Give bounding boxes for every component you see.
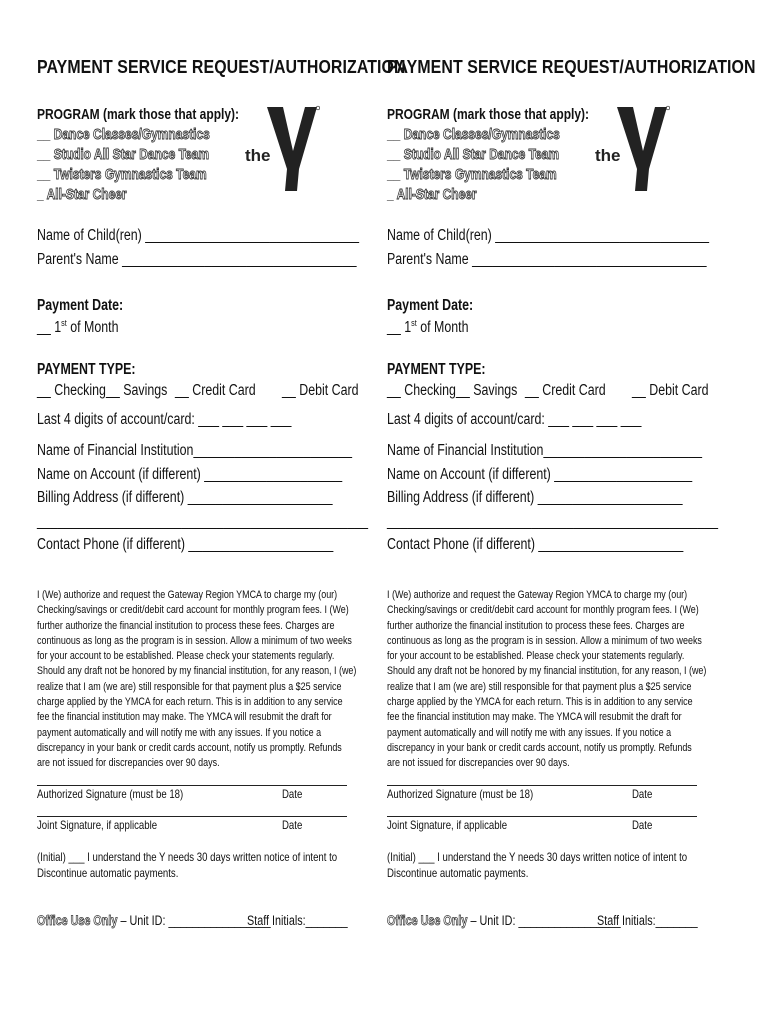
date-label: Date: [632, 787, 653, 801]
savings-option[interactable]: __ Savings: [456, 382, 518, 399]
authorization-paragraph: I (We) authorize and request the Gateway Region YMCA to charge my (our) Checking/savings or credit/debit card account for monthly program fees. I (We) further authorize the financial institution to process these fees. Charges are continuous as long as the program is in session. Allow a minimum of two weeks for your account to be established. Please check your statements regularly. Should any draft not be honored by my financial institution, for any reason, I (we) realize that I am (we are) still responsible for that payment plus a $25 service charge applied by the YMCA for each return. This is in addition to any service fee the financial institution may make. The YMCA will resubmit the draft for payment automatically and will notify me with any issues. If you notice a discrepancy in your bank or credit cards account, notify us promptly. Refunds are not issued for discrepancies over 90 days.: [387, 589, 707, 770]
form-title: PAYMENT SERVICE REQUEST/AUTHORIZATION: [387, 56, 756, 77]
payment-date-option[interactable]: __ 1st of Month: [37, 318, 119, 337]
authorized-signature-label: Authorized Signature (must be 18): [37, 787, 184, 801]
joint-signature-line[interactable]: [37, 816, 347, 817]
authorization-paragraph: I (We) authorize and request the Gateway Region YMCA to charge my (our) Checking/savings or credit/debit card account for monthly program fees. I (We) further authorize the financial institution to process these fees. Charges are continuous as long as the program is in session. Allow a minimum of two weeks for your account to be established. Please check your statements regularly. Should any draft not be honored by my financial institution, for any reason, I (we) realize that I am (we are) still responsible for that payment plus a $25 service charge applied by the YMCA for each return. This is in addition to any service fee the financial institution may make. The YMCA will resubmit the draft for payment automatically and will notify me with any issues. If you notice a discrepancy in your bank or credit cards account, notify us promptly. Refunds are not issued for discrepancies over 90 days.: [37, 589, 357, 770]
institution-field[interactable]: Name of Financial Institution_______________________: [387, 442, 703, 459]
logo-ymca-text: YMCA: [650, 165, 664, 188]
joint-signature-line[interactable]: [387, 816, 697, 817]
program-option-dance[interactable]: __ Dance Classes/Gymnastics: [37, 126, 210, 143]
program-option-studio[interactable]: __ Studio All Star Dance Team: [37, 146, 210, 163]
billing-address-field[interactable]: Billing Address (if different) _____________________: [37, 489, 333, 506]
program-option-twisters[interactable]: __ Twisters Gymnastics Team: [387, 166, 557, 183]
billing-address-field[interactable]: Billing Address (if different) _____________________: [387, 489, 683, 506]
ymca-logo: [245, 103, 320, 195]
payment-type-heading: PAYMENT TYPE:: [37, 361, 136, 378]
initial-notice-line2: Discontinue automatic payments.: [387, 866, 529, 880]
program-option-cheer[interactable]: _ All-Star Cheer: [37, 186, 127, 203]
joint-signature-label: Joint Signature, if applicable: [387, 818, 508, 832]
payment-type-heading: PAYMENT TYPE:: [387, 361, 486, 378]
billing-address-line2[interactable]: ________________________________________________: [387, 513, 719, 530]
child-name-field[interactable]: Name of Child(ren) _______________________________: [37, 227, 359, 244]
date-label: Date: [282, 818, 303, 832]
debit-card-option[interactable]: __ Debit Card: [632, 382, 709, 399]
office-use-section: Office Use Only – Unit ID: _________________: [387, 913, 621, 928]
date-label: Date: [632, 818, 653, 832]
logo-ymca-text: YMCA: [300, 165, 314, 188]
authorized-signature-line[interactable]: [37, 785, 347, 786]
parent-name-field[interactable]: Parent's Name __________________________________: [387, 251, 707, 268]
checking-option[interactable]: __ Checking: [37, 382, 106, 399]
institution-field[interactable]: Name of Financial Institution_______________________: [37, 442, 353, 459]
payment-form-left: [37, 0, 406, 1024]
initial-notice-line2: Discontinue automatic payments.: [37, 866, 179, 880]
account-name-field[interactable]: Name on Account (if different) ____________________: [37, 466, 343, 483]
checking-option[interactable]: __ Checking: [387, 382, 456, 399]
initial-notice[interactable]: (Initial) ___ I understand the Y needs 30 days written notice of intent to: [37, 850, 338, 864]
joint-signature-label: Joint Signature, if applicable: [37, 818, 158, 832]
staff-initials-field[interactable]: Staff Initials:_______: [597, 913, 698, 928]
ymca-logo: [595, 103, 670, 195]
credit-card-option[interactable]: __ Credit Card: [525, 382, 606, 399]
payment-date-option[interactable]: __ 1st of Month: [387, 318, 469, 337]
authorized-signature-line[interactable]: [387, 785, 697, 786]
billing-address-line2[interactable]: ________________________________________________: [37, 513, 369, 530]
program-option-studio[interactable]: __ Studio All Star Dance Team: [387, 146, 560, 163]
program-option-twisters[interactable]: __ Twisters Gymnastics Team: [37, 166, 207, 183]
payment-date-heading: Payment Date:: [387, 297, 474, 314]
credit-card-option[interactable]: __ Credit Card: [175, 382, 256, 399]
contact-phone-field[interactable]: Contact Phone (if different) _____________________: [387, 536, 684, 553]
program-heading: PROGRAM (mark those that apply):: [37, 106, 240, 123]
account-name-field[interactable]: Name on Account (if different) ____________________: [387, 466, 693, 483]
authorized-signature-label: Authorized Signature (must be 18): [387, 787, 534, 801]
last4-field[interactable]: Last 4 digits of account/card: ___ ___ ___ ___: [387, 411, 642, 428]
office-use-section: Office Use Only – Unit ID: _________________: [37, 913, 271, 928]
logo-the-text: the: [245, 146, 271, 165]
program-heading: PROGRAM (mark those that apply):: [387, 106, 590, 123]
last4-field[interactable]: Last 4 digits of account/card: ___ ___ ___ ___: [37, 411, 292, 428]
parent-name-field[interactable]: Parent's Name __________________________________: [37, 251, 357, 268]
child-name-field[interactable]: Name of Child(ren) _______________________________: [387, 227, 709, 244]
staff-initials-field[interactable]: Staff Initials:_______: [247, 913, 348, 928]
date-label: Date: [282, 787, 303, 801]
program-option-cheer[interactable]: _ All-Star Cheer: [387, 186, 477, 203]
program-option-dance[interactable]: __ Dance Classes/Gymnastics: [387, 126, 560, 143]
contact-phone-field[interactable]: Contact Phone (if different) _____________________: [37, 536, 334, 553]
logo-the-text: the: [595, 146, 621, 165]
payment-form-right: [387, 0, 756, 1024]
payment-date-heading: Payment Date:: [37, 297, 124, 314]
debit-card-option[interactable]: __ Debit Card: [282, 382, 359, 399]
form-title: PAYMENT SERVICE REQUEST/AUTHORIZATION: [37, 56, 406, 77]
initial-notice[interactable]: (Initial) ___ I understand the Y needs 30 days written notice of intent to: [387, 850, 688, 864]
savings-option[interactable]: __ Savings: [106, 382, 168, 399]
